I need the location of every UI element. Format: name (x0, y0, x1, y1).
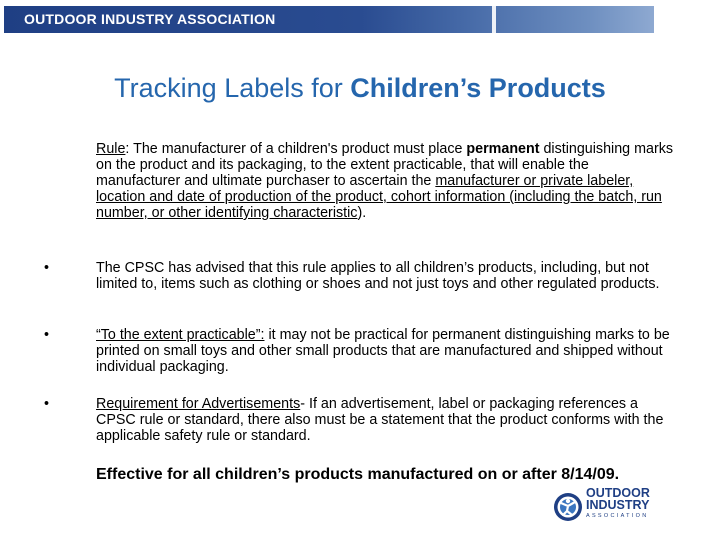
rule-end: ). (357, 205, 367, 221)
bullet-symbol-2: • (44, 327, 50, 343)
rule-paragraph (96, 141, 674, 221)
bullet-item-1 (96, 260, 674, 292)
rule-text: distinguishing marks on the product and its packaging, to the extent practicable, that will enable the manufacturer and ultimate purchaser to ascertain the (96, 141, 673, 189)
bullet-lead-3: Requirement for Advertisements (96, 396, 301, 412)
bullet-text-1: The CPSC has advised that this rule applies to all children’s products, including, but not limited to, items such as clothing or shoes and not just toys and other regulated products. (96, 260, 660, 292)
bullet-text-2: it may not be practical for permanent distinguishing marks to be printed on small toys and other small products that are manufactured and shipped without individual packaging. (96, 327, 670, 375)
bullet-symbol-3: • (44, 396, 50, 412)
logo-line-1: OUTDOOR (586, 486, 650, 500)
oia-logo (552, 486, 692, 526)
effective-date-note: Effective for all children’s products manufactured on or after 8/14/09. (96, 466, 620, 483)
bullet-text-3: - If an advertisement, label or packaging references a CPSC rule or standard, there also must be a statement that the product conforms with the applicable safety rule or standard. (96, 396, 664, 444)
bullet-item-2 (96, 327, 674, 375)
header-banner (4, 6, 654, 33)
logo-line-2: INDUSTRY (586, 498, 650, 512)
bullet-lead-2: “To the extent practicable”: (96, 327, 265, 343)
bullet-item-3 (96, 396, 674, 444)
slide-title (0, 73, 720, 104)
logo-wordmark (586, 487, 650, 511)
title-bold: Children’s Products (350, 73, 606, 103)
rule-underlined-text: manufacturer or private labeler, location and date of production of the product, cohort information (including the batch, run number, or other identifying characteristic (96, 173, 662, 221)
rule-bold-word: permanent (466, 141, 540, 157)
rule-intro: : The manufacturer of a children's product must place (125, 141, 467, 157)
bullet-symbol-1: • (44, 260, 50, 276)
header-org-name: OUTDOOR INDUSTRY ASSOCIATION (24, 11, 276, 27)
title-normal: Tracking Labels for (114, 73, 351, 103)
header-divider (492, 6, 496, 33)
rule-label: Rule (96, 141, 126, 157)
oia-logo-icon (552, 486, 584, 524)
logo-subtitle: ASSOCIATION (586, 513, 649, 519)
